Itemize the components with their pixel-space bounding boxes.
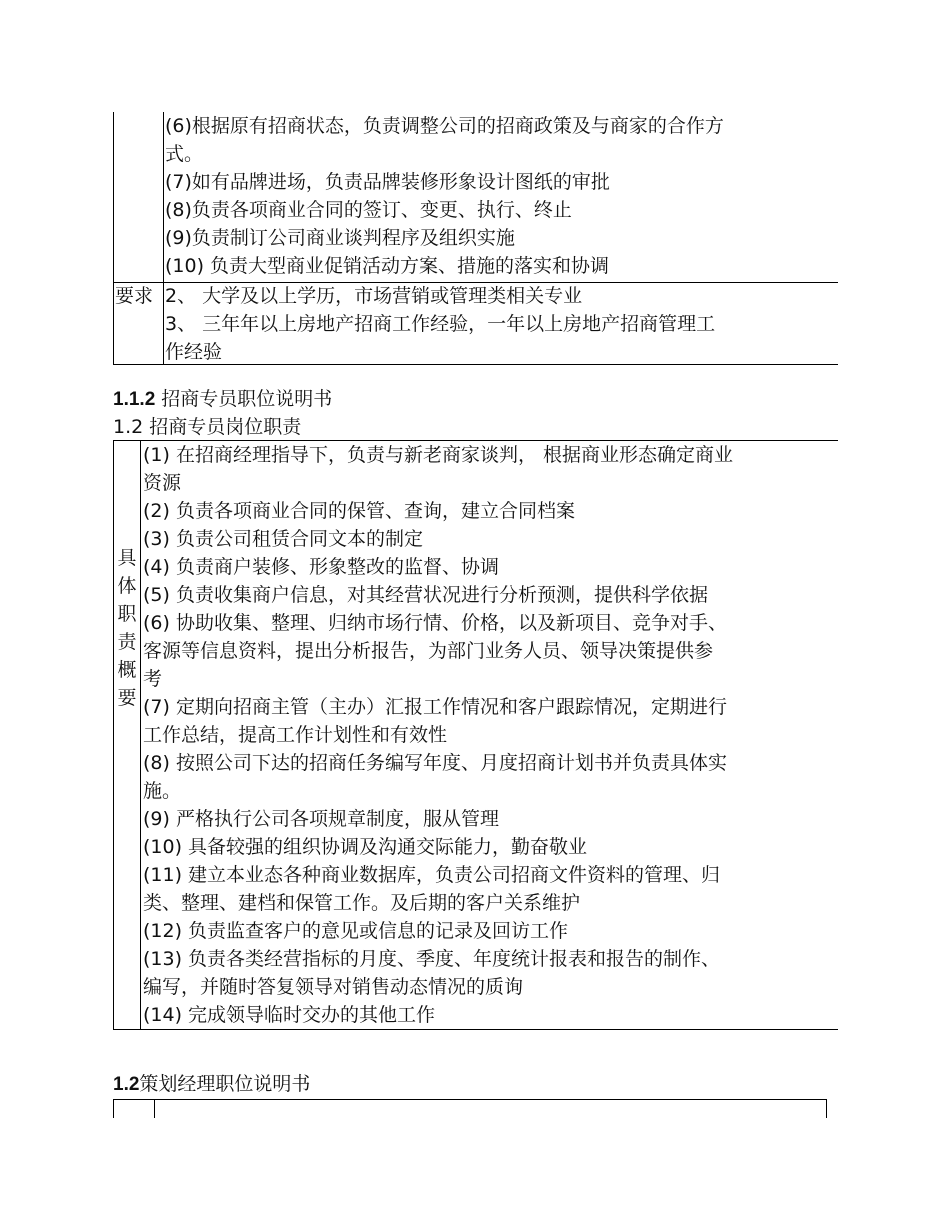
duty-line: (7) 定期向招商主管（主办）汇报工作情况和客户跟踪情况，定期进行 <box>143 696 727 718</box>
duty-line: (8) 按照公司下达的招商任务编写年度、月度招商计划书并负责具体实 <box>143 752 727 774</box>
duty-line: (10) 负责大型商业促销活动方案、措施的落实和协调 <box>165 255 610 277</box>
duty-line: (9)负责制订公司商业谈判程序及组织实施 <box>165 227 515 249</box>
requirement-line: 作经验 <box>165 341 223 363</box>
duty-line: (5) 负责收集商户信息，对其经营状况进行分析预测，提供科学依据 <box>143 584 708 606</box>
table-border-left <box>113 1100 114 1118</box>
section-heading-planning-manager <box>113 1071 310 1098</box>
section-number: 1.2 <box>113 1074 140 1095</box>
duty-line: (12) 负责监查客户的意见或信息的记录及回访工作 <box>143 920 569 942</box>
table-column-divider <box>140 440 141 1029</box>
requirement-line: 3、 三年年以上房地产招商工作经验，一年以上房地产招商管理工 <box>165 313 716 335</box>
duty-line: 工作总结，提高工作计划性和有效性 <box>143 724 448 746</box>
duty-line: (3) 负责公司租赁合同文本的制定 <box>143 528 423 550</box>
job-description-table-continued <box>113 112 838 365</box>
section-number: 1.1.2 <box>113 389 156 410</box>
table-border-left <box>113 112 114 364</box>
duty-line: (7)如有品牌进场，负责品牌装修形象设计图纸的审批 <box>165 171 610 193</box>
planning-manager-table <box>113 1099 827 1230</box>
duty-line: (6) 协助收集、整理、归纳市场行情、价格，以及新项目、竞争对手、 <box>143 612 727 634</box>
duty-line: 编写，并随时答复领导对销售动态情况的质询 <box>143 976 524 998</box>
table-column-divider <box>163 112 164 364</box>
duty-line: (4) 负责商户装修、形象整改的监督、协调 <box>143 556 499 578</box>
section-heading-duties: 1.2 招商专员岗位职责 <box>113 416 302 438</box>
section-heading-1-1-2 <box>113 386 332 413</box>
duty-line: 资源 <box>143 472 182 494</box>
duty-line: (13) 负责各类经营指标的月度、季度、年度统计报表和报告的制作、 <box>143 948 721 970</box>
requirement-line: 2、 大学及以上学历，市场营销或管理类相关专业 <box>165 285 583 307</box>
section-title: 策划经理职位说明书 <box>139 1073 311 1095</box>
duty-line: 式。 <box>165 143 204 165</box>
duty-line: (2) 负责各项商业合同的保管、查询，建立合同档案 <box>143 500 575 522</box>
duty-line: (9) 严格执行公司各项规章制度，服从管理 <box>143 808 499 830</box>
duties-summary-label: 具体职责概要 <box>117 547 137 709</box>
duty-line: 考 <box>143 668 163 690</box>
section-title: 招商专员职位说明书 <box>155 388 333 410</box>
requirements-label: 要求 <box>115 285 154 307</box>
specialist-duties-table <box>113 440 838 1030</box>
duty-line: 类、整理、建档和保管工作。及后期的客户关系维护 <box>143 892 581 914</box>
duty-line: 施。 <box>143 780 182 802</box>
table-border-left <box>113 440 114 1029</box>
duty-line: (10) 具备较强的组织协调及沟通交际能力，勤奋敬业 <box>143 836 588 858</box>
duty-line: (14) 完成领导临时交办的其他工作 <box>143 1004 436 1026</box>
duty-line: (1) 在招商经理指导下，负责与新老商家谈判， 根据商业形态确定商业 <box>143 444 733 466</box>
table-column-divider <box>154 1100 155 1118</box>
duty-line: (11) 建立本业态各种商业数据库，负责公司招商文件资料的管理、归 <box>143 864 721 886</box>
table-border-right <box>826 1100 827 1118</box>
duty-line: (6)根据原有招商状态，负责调整公司的招商政策及与商家的合作方 <box>165 115 724 137</box>
duty-line: (8)负责各项商业合同的签订、变更、执行、终止 <box>165 199 572 221</box>
duty-line: 客源等信息资料，提出分析报告，为部门业务人员、领导决策提供参 <box>143 640 714 662</box>
